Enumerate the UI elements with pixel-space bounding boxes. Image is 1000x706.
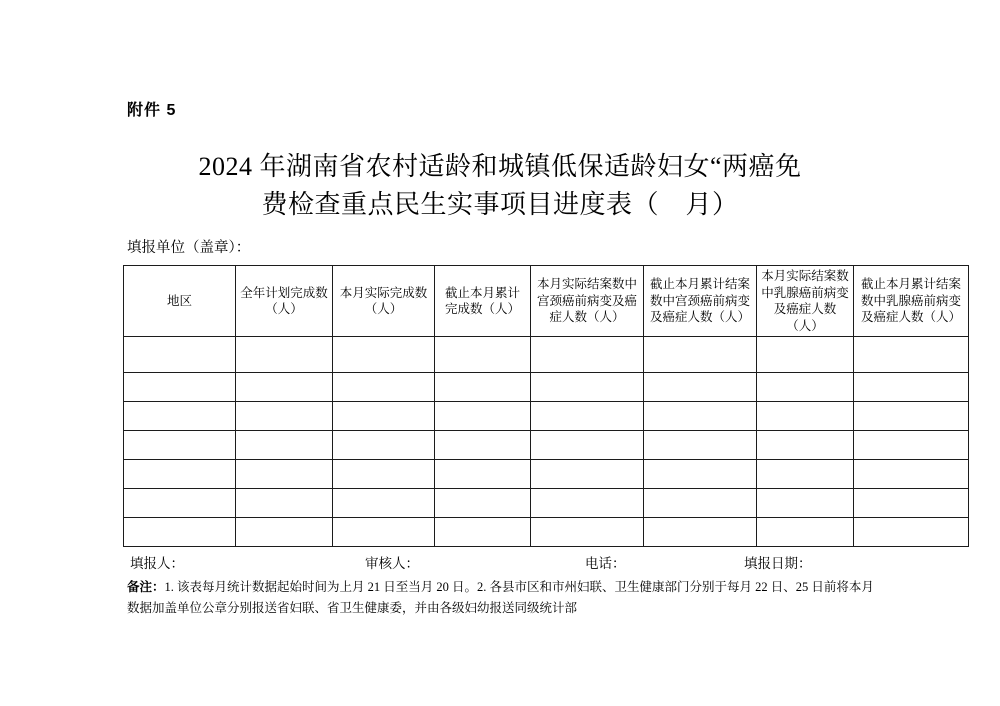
table-row <box>124 460 969 489</box>
table-cell <box>333 518 435 547</box>
table-cell <box>854 402 969 431</box>
table-cell <box>854 373 969 402</box>
table-cell <box>531 431 644 460</box>
table-cell <box>531 460 644 489</box>
table-cell <box>435 373 531 402</box>
table-cell <box>333 431 435 460</box>
table-cell <box>644 518 757 547</box>
table-cell <box>757 337 854 373</box>
table-cell <box>854 460 969 489</box>
document-title <box>0 148 1000 224</box>
table-cell <box>531 518 644 547</box>
table-row <box>124 402 969 431</box>
table-cell <box>531 489 644 518</box>
notes-text-line1: 1. 该表每月统计数据起始时间为上月 21 日至当月 20 日。2. 各县市区和市州妇联、卫生健康部门分别于每月 22 日、25 日前将本月 <box>164 580 874 594</box>
notes-block <box>127 577 889 618</box>
table-cell <box>124 337 236 373</box>
column-header-1: 地区 <box>124 266 236 337</box>
table-cell <box>333 402 435 431</box>
filler-label: 填报人： <box>130 556 184 571</box>
table-cell <box>236 337 333 373</box>
reviewer-label: 审核人： <box>365 556 419 571</box>
table-cell <box>435 518 531 547</box>
document-title-line1: 2024 年湖南省农村适龄和城镇低保适龄妇女“两癌免 <box>198 152 802 181</box>
column-header-2: 全年计划完成数（人） <box>236 266 333 337</box>
table-cell <box>435 460 531 489</box>
table-cell <box>644 402 757 431</box>
form-unit-label: 填报单位（盖章）： <box>127 240 251 256</box>
table-cell <box>236 373 333 402</box>
table-cell <box>333 373 435 402</box>
table-cell <box>757 373 854 402</box>
table-row <box>124 518 969 547</box>
table-cell <box>333 460 435 489</box>
table-cell <box>236 489 333 518</box>
table-cell <box>644 489 757 518</box>
table-row <box>124 489 969 518</box>
report-date-label: 填报日期： <box>744 556 812 571</box>
table-cell <box>757 489 854 518</box>
column-header-4: 截止本月累计完成数（人） <box>435 266 531 337</box>
table-cell <box>757 431 854 460</box>
table-row <box>124 431 969 460</box>
table-cell <box>124 518 236 547</box>
table-header-row <box>124 266 969 337</box>
column-header-3: 本月实际完成数（人） <box>333 266 435 337</box>
table-cell <box>531 402 644 431</box>
table-cell <box>757 460 854 489</box>
table-cell <box>435 402 531 431</box>
signature-row <box>0 552 1000 572</box>
table-cell <box>854 489 969 518</box>
table-cell <box>644 373 757 402</box>
table-cell <box>644 431 757 460</box>
table-cell <box>236 460 333 489</box>
table-cell <box>236 402 333 431</box>
table-cell <box>854 431 969 460</box>
progress-table <box>123 265 969 547</box>
table-cell <box>333 337 435 373</box>
table-cell <box>124 402 236 431</box>
document-title-line2: 费检查重点民生实事项目进度表（ 月） <box>261 190 739 219</box>
column-header-7: 本月实际结案数中乳腺癌前病变及癌症人数（人） <box>757 266 854 337</box>
table-cell <box>124 489 236 518</box>
table-cell <box>531 337 644 373</box>
notes-line1 <box>127 577 889 598</box>
table-cell <box>124 431 236 460</box>
table-cell <box>854 518 969 547</box>
table-cell <box>435 431 531 460</box>
notes-text-line2: 数据加盖单位公章分别报送省妇联、省卫生健康委，并由各级妇幼报送同级统计部 <box>127 600 578 615</box>
table-cell <box>644 337 757 373</box>
table-row <box>124 337 969 373</box>
column-header-5: 本月实际结案数中宫颈癌前病变及癌症人数（人） <box>531 266 644 337</box>
table-cell <box>435 337 531 373</box>
attachment-label: 附件 5 <box>127 102 177 119</box>
table-cell <box>644 460 757 489</box>
column-header-6: 截止本月累计结案数中宫颈癌前病变及癌症人数（人） <box>644 266 757 337</box>
table-cell <box>236 518 333 547</box>
notes-label: 备注： <box>127 580 165 594</box>
column-header-8: 截止本月累计结案数中乳腺癌前病变及癌症人数（人） <box>854 266 969 337</box>
table-cell <box>236 431 333 460</box>
table-cell <box>757 402 854 431</box>
table-cell <box>124 460 236 489</box>
table-cell <box>531 373 644 402</box>
table-cell <box>757 518 854 547</box>
phone-label: 电话： <box>585 556 626 571</box>
table-cell <box>124 373 236 402</box>
table-cell <box>854 337 969 373</box>
table-cell <box>333 489 435 518</box>
table-row <box>124 373 969 402</box>
table-cell <box>435 489 531 518</box>
